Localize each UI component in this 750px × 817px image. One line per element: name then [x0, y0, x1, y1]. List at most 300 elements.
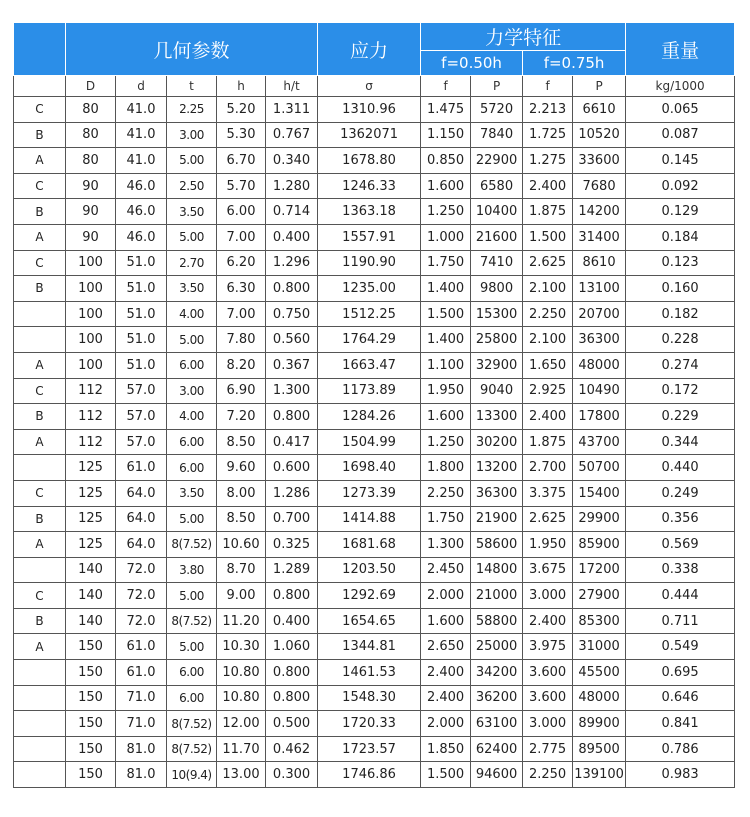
table-cell: 57.0	[116, 378, 167, 404]
table-cell: 6.30	[217, 276, 266, 302]
table-cell: 6.00	[167, 660, 217, 686]
table-cell: 3.600	[523, 660, 573, 686]
table-cell: 150	[66, 762, 116, 788]
table-cell: 13200	[471, 455, 523, 481]
grade-cell: B	[14, 276, 66, 302]
table-cell: 8(7.52)	[167, 532, 217, 558]
table-row	[14, 685, 735, 711]
table-cell: 51.0	[116, 301, 167, 327]
table-cell: 1.286	[266, 480, 318, 506]
table-cell: 1723.57	[318, 736, 421, 762]
grade-cell: A	[14, 148, 66, 174]
table-cell: 31000	[573, 634, 626, 660]
table-cell: 72.0	[116, 557, 167, 583]
table-cell: 100	[66, 250, 116, 276]
table-cell: 57.0	[116, 404, 167, 430]
table-cell: 41.0	[116, 122, 167, 148]
table-cell: 1.300	[266, 378, 318, 404]
unit-cell: h/t	[266, 76, 318, 97]
table-cell: 63100	[471, 711, 523, 737]
table-cell: 20700	[573, 301, 626, 327]
table-cell: 51.0	[116, 250, 167, 276]
table-cell: 3.975	[523, 634, 573, 660]
grade-cell: B	[14, 404, 66, 430]
table-cell: 1190.90	[318, 250, 421, 276]
table-row	[14, 404, 735, 430]
units-row	[14, 76, 735, 97]
table-cell: 30200	[471, 429, 523, 455]
table-cell: 10.80	[217, 685, 266, 711]
table-row	[14, 762, 735, 788]
table-cell: 100	[66, 327, 116, 353]
table-cell: 3.600	[523, 685, 573, 711]
table-cell: 10.30	[217, 634, 266, 660]
table-cell: 71.0	[116, 711, 167, 737]
table-cell: 1663.47	[318, 352, 421, 378]
table-cell: 0.300	[266, 762, 318, 788]
table-cell: 6.00	[167, 429, 217, 455]
table-cell: 0.711	[626, 608, 735, 634]
table-cell: 8.70	[217, 557, 266, 583]
grade-cell: C	[14, 378, 66, 404]
table-cell: 2.625	[523, 250, 573, 276]
table-cell: 0.786	[626, 736, 735, 762]
table-cell: 2.400	[523, 608, 573, 634]
table-cell: 5.70	[217, 173, 266, 199]
grade-cell: C	[14, 250, 66, 276]
table-cell: 1.289	[266, 557, 318, 583]
table-cell: 0.417	[266, 429, 318, 455]
table-cell: 140	[66, 557, 116, 583]
table-cell: 46.0	[116, 224, 167, 250]
table-cell: 140	[66, 583, 116, 609]
table-cell: 0.065	[626, 97, 735, 123]
table-cell: 1.500	[421, 762, 471, 788]
table-row	[14, 660, 735, 686]
table-row	[14, 173, 735, 199]
table-cell: 3.50	[167, 276, 217, 302]
table-cell: 2.50	[167, 173, 217, 199]
table-cell: 1235.00	[318, 276, 421, 302]
table-cell: 0.129	[626, 199, 735, 225]
table-cell: 4.00	[167, 404, 217, 430]
table-cell: 1.950	[523, 532, 573, 558]
table-cell: 5.00	[167, 148, 217, 174]
table-cell: 1.060	[266, 634, 318, 660]
table-cell: 1.400	[421, 327, 471, 353]
table-cell: 6610	[573, 97, 626, 123]
table-row	[14, 557, 735, 583]
table-cell: 2.925	[523, 378, 573, 404]
table-cell: 112	[66, 404, 116, 430]
table-cell: 1681.68	[318, 532, 421, 558]
table-cell: 41.0	[116, 97, 167, 123]
table-cell: 81.0	[116, 736, 167, 762]
table-cell: 0.400	[266, 608, 318, 634]
table-cell: 0.123	[626, 250, 735, 276]
table-cell: 0.344	[626, 429, 735, 455]
table-cell: 6.00	[217, 199, 266, 225]
table-cell: 0.400	[266, 224, 318, 250]
table-cell: 64.0	[116, 480, 167, 506]
table-cell: 5.00	[167, 583, 217, 609]
table-cell: 1654.65	[318, 608, 421, 634]
table-cell: 0.367	[266, 352, 318, 378]
table-cell: 0.714	[266, 199, 318, 225]
table-cell: 90	[66, 173, 116, 199]
table-cell: 1.280	[266, 173, 318, 199]
table-cell: 11.20	[217, 608, 266, 634]
table-cell: 0.338	[626, 557, 735, 583]
unit-cell: P	[471, 76, 523, 97]
table-cell: 10520	[573, 122, 626, 148]
table-cell: 0.184	[626, 224, 735, 250]
table-body	[14, 76, 735, 788]
table-cell: 3.000	[523, 583, 573, 609]
table-row	[14, 711, 735, 737]
table-cell: 0.274	[626, 352, 735, 378]
table-cell: 150	[66, 736, 116, 762]
table-cell: 1.750	[421, 506, 471, 532]
table-cell: 1.250	[421, 199, 471, 225]
table-cell: 0.841	[626, 711, 735, 737]
table-cell: 1246.33	[318, 173, 421, 199]
table-cell: 3.80	[167, 557, 217, 583]
table-cell: 12.00	[217, 711, 266, 737]
table-cell: 1512.25	[318, 301, 421, 327]
table-cell: 0.750	[266, 301, 318, 327]
table-cell: 0.500	[266, 711, 318, 737]
grade-cell: B	[14, 199, 66, 225]
table-cell: 2.400	[523, 404, 573, 430]
table-cell: 0.160	[626, 276, 735, 302]
table-cell: 0.325	[266, 532, 318, 558]
table-cell: 9.00	[217, 583, 266, 609]
table-cell: 8.00	[217, 480, 266, 506]
weight-header: 重量	[626, 23, 735, 76]
grade-cell: C	[14, 480, 66, 506]
table-cell: 36300	[471, 480, 523, 506]
table-cell: 1.950	[421, 378, 471, 404]
table-cell: 50700	[573, 455, 626, 481]
table-cell: 1678.80	[318, 148, 421, 174]
table-cell: 0.249	[626, 480, 735, 506]
table-cell: 1363.18	[318, 199, 421, 225]
table-cell: 21600	[471, 224, 523, 250]
table-cell: 32900	[471, 352, 523, 378]
table-cell: 10490	[573, 378, 626, 404]
table-cell: 125	[66, 532, 116, 558]
table-cell: 1173.89	[318, 378, 421, 404]
unit-cell: D	[66, 76, 116, 97]
table-cell: 1698.40	[318, 455, 421, 481]
table-cell: 0.340	[266, 148, 318, 174]
table-cell: 0.600	[266, 455, 318, 481]
table-cell: 2.400	[421, 660, 471, 686]
table-cell: 1284.26	[318, 404, 421, 430]
table-cell: 1.850	[421, 736, 471, 762]
table-cell: 46.0	[116, 173, 167, 199]
table-cell: 125	[66, 506, 116, 532]
table-cell: 1720.33	[318, 711, 421, 737]
grade-cell: B	[14, 506, 66, 532]
table-cell: 85900	[573, 532, 626, 558]
table-cell: 8(7.52)	[167, 736, 217, 762]
table-cell: 5.00	[167, 327, 217, 353]
table-row	[14, 429, 735, 455]
table-cell: 11.70	[217, 736, 266, 762]
table-cell: 100	[66, 301, 116, 327]
table-cell: 6.00	[167, 352, 217, 378]
table-cell: 4.00	[167, 301, 217, 327]
table-cell: 89500	[573, 736, 626, 762]
table-cell: 125	[66, 480, 116, 506]
table-cell: 14200	[573, 199, 626, 225]
table-cell: 1.400	[421, 276, 471, 302]
table-cell: 1.100	[421, 352, 471, 378]
table-row	[14, 148, 735, 174]
header-row-1	[14, 23, 735, 51]
table-cell: 1.150	[421, 122, 471, 148]
table-cell: 8.50	[217, 506, 266, 532]
table-cell: 21900	[471, 506, 523, 532]
unit-cell: h	[217, 76, 266, 97]
table-cell: 80	[66, 97, 116, 123]
table-cell: 25000	[471, 634, 523, 660]
table-cell: 1.875	[523, 429, 573, 455]
table-cell: 36300	[573, 327, 626, 353]
unit-cell: d	[116, 76, 167, 97]
table-row	[14, 352, 735, 378]
table-cell: 1362071	[318, 122, 421, 148]
table-row	[14, 97, 735, 123]
table-row	[14, 608, 735, 634]
table-cell: 27900	[573, 583, 626, 609]
table-cell: 90	[66, 199, 116, 225]
spec-table-wrapper	[13, 22, 734, 788]
table-cell: 34200	[471, 660, 523, 686]
table-cell: 0.560	[266, 327, 318, 353]
table-cell: 8.20	[217, 352, 266, 378]
table-cell: 0.228	[626, 327, 735, 353]
table-cell: 150	[66, 634, 116, 660]
table-cell: 1.875	[523, 199, 573, 225]
deflection-050-header: f=0.50h	[421, 51, 523, 76]
table-cell: 5.00	[167, 224, 217, 250]
table-cell: 64.0	[116, 532, 167, 558]
table-row	[14, 276, 735, 302]
table-cell: 15300	[471, 301, 523, 327]
table-cell: 31400	[573, 224, 626, 250]
table-cell: 5.30	[217, 122, 266, 148]
table-cell: 72.0	[116, 583, 167, 609]
unit-cell: P	[573, 76, 626, 97]
table-cell: 17800	[573, 404, 626, 430]
table-cell: 2.25	[167, 97, 217, 123]
table-cell: 0.767	[266, 122, 318, 148]
grade-cell: B	[14, 122, 66, 148]
table-cell: 2.400	[421, 685, 471, 711]
unit-cell: kg/1000	[626, 76, 735, 97]
table-cell: 1.300	[421, 532, 471, 558]
table-cell: 0.800	[266, 685, 318, 711]
grade-header-blank	[14, 23, 66, 76]
table-cell: 0.087	[626, 122, 735, 148]
table-cell: 72.0	[116, 608, 167, 634]
table-cell: 64.0	[116, 506, 167, 532]
table-cell: 6.20	[217, 250, 266, 276]
table-cell: 1292.69	[318, 583, 421, 609]
unit-cell: t	[167, 76, 217, 97]
table-cell: 7.00	[217, 224, 266, 250]
table-cell: 9040	[471, 378, 523, 404]
table-cell: 0.229	[626, 404, 735, 430]
grade-cell	[14, 455, 66, 481]
table-cell: 2.250	[523, 301, 573, 327]
table-cell: 1.725	[523, 122, 573, 148]
table-row	[14, 480, 735, 506]
table-cell: 48000	[573, 352, 626, 378]
table-cell: 61.0	[116, 660, 167, 686]
grade-cell: C	[14, 173, 66, 199]
table-cell: 1310.96	[318, 97, 421, 123]
table-cell: 1414.88	[318, 506, 421, 532]
table-row	[14, 532, 735, 558]
table-cell: 1.296	[266, 250, 318, 276]
table-cell: 2.700	[523, 455, 573, 481]
table-cell: 1.311	[266, 97, 318, 123]
table-cell: 51.0	[116, 327, 167, 353]
grade-cell: C	[14, 97, 66, 123]
table-cell: 58600	[471, 532, 523, 558]
grade-cell: A	[14, 634, 66, 660]
table-cell: 7.00	[217, 301, 266, 327]
table-row	[14, 327, 735, 353]
table-cell: 1.275	[523, 148, 573, 174]
table-cell: 0.092	[626, 173, 735, 199]
table-cell: 6.70	[217, 148, 266, 174]
table-cell: 2.000	[421, 583, 471, 609]
table-cell: 45500	[573, 660, 626, 686]
table-cell: 112	[66, 429, 116, 455]
table-cell: 0.800	[266, 404, 318, 430]
table-cell: 48000	[573, 685, 626, 711]
table-cell: 1.600	[421, 608, 471, 634]
table-cell: 17200	[573, 557, 626, 583]
table-cell: 100	[66, 352, 116, 378]
table-cell: 6580	[471, 173, 523, 199]
table-cell: 61.0	[116, 455, 167, 481]
table-cell: 8(7.52)	[167, 711, 217, 737]
table-cell: 125	[66, 455, 116, 481]
table-cell: 1.800	[421, 455, 471, 481]
table-cell: 0.182	[626, 301, 735, 327]
table-cell: 1764.29	[318, 327, 421, 353]
table-row	[14, 250, 735, 276]
table-cell: 0.800	[266, 583, 318, 609]
table-cell: 3.375	[523, 480, 573, 506]
table-cell: 2.100	[523, 276, 573, 302]
table-cell: 9.60	[217, 455, 266, 481]
table-cell: 3.675	[523, 557, 573, 583]
table-cell: 1.250	[421, 429, 471, 455]
table-cell: 21000	[471, 583, 523, 609]
table-cell: 36200	[471, 685, 523, 711]
table-cell: 0.569	[626, 532, 735, 558]
unit-cell: f	[523, 76, 573, 97]
table-cell: 1.750	[421, 250, 471, 276]
table-cell: 1557.91	[318, 224, 421, 250]
table-cell: 15400	[573, 480, 626, 506]
table-cell: 7680	[573, 173, 626, 199]
table-cell: 1.500	[421, 301, 471, 327]
table-row	[14, 301, 735, 327]
grade-cell: A	[14, 429, 66, 455]
table-row	[14, 455, 735, 481]
table-cell: 57.0	[116, 429, 167, 455]
table-cell: 2.775	[523, 736, 573, 762]
table-cell: 7840	[471, 122, 523, 148]
table-cell: 90	[66, 224, 116, 250]
table-row	[14, 224, 735, 250]
table-cell: 22900	[471, 148, 523, 174]
table-cell: 2.625	[523, 506, 573, 532]
table-cell: 85300	[573, 608, 626, 634]
table-cell: 0.440	[626, 455, 735, 481]
table-cell: 6.00	[167, 685, 217, 711]
grade-cell	[14, 301, 66, 327]
grade-cell: B	[14, 608, 66, 634]
grade-cell	[14, 762, 66, 788]
table-cell: 2.250	[421, 480, 471, 506]
table-cell: 10(9.4)	[167, 762, 217, 788]
table-cell: 29900	[573, 506, 626, 532]
table-cell: 9800	[471, 276, 523, 302]
table-cell: 0.549	[626, 634, 735, 660]
table-cell: 2.000	[421, 711, 471, 737]
table-row	[14, 736, 735, 762]
grade-cell	[14, 327, 66, 353]
table-cell: 41.0	[116, 148, 167, 174]
table-cell: 1548.30	[318, 685, 421, 711]
mechanics-header: 力学特征	[421, 23, 626, 51]
table-cell: 25800	[471, 327, 523, 353]
table-cell: 0.700	[266, 506, 318, 532]
table-row	[14, 378, 735, 404]
table-cell: 0.356	[626, 506, 735, 532]
table-cell: 8610	[573, 250, 626, 276]
table-cell: 5720	[471, 97, 523, 123]
table-cell: 2.100	[523, 327, 573, 353]
grade-cell: C	[14, 583, 66, 609]
unit-cell: f	[421, 76, 471, 97]
table-cell: 1.475	[421, 97, 471, 123]
table-cell: 139100	[573, 762, 626, 788]
grade-cell	[14, 557, 66, 583]
table-row	[14, 506, 735, 532]
table-cell: 3.000	[523, 711, 573, 737]
table-cell: 5.20	[217, 97, 266, 123]
table-cell: 8(7.52)	[167, 608, 217, 634]
table-cell: 0.462	[266, 736, 318, 762]
table-cell: 94600	[471, 762, 523, 788]
table-cell: 8.50	[217, 429, 266, 455]
table-cell: 13.00	[217, 762, 266, 788]
table-cell: 0.800	[266, 276, 318, 302]
table-cell: 112	[66, 378, 116, 404]
table-cell: 1.000	[421, 224, 471, 250]
table-cell: 58800	[471, 608, 523, 634]
